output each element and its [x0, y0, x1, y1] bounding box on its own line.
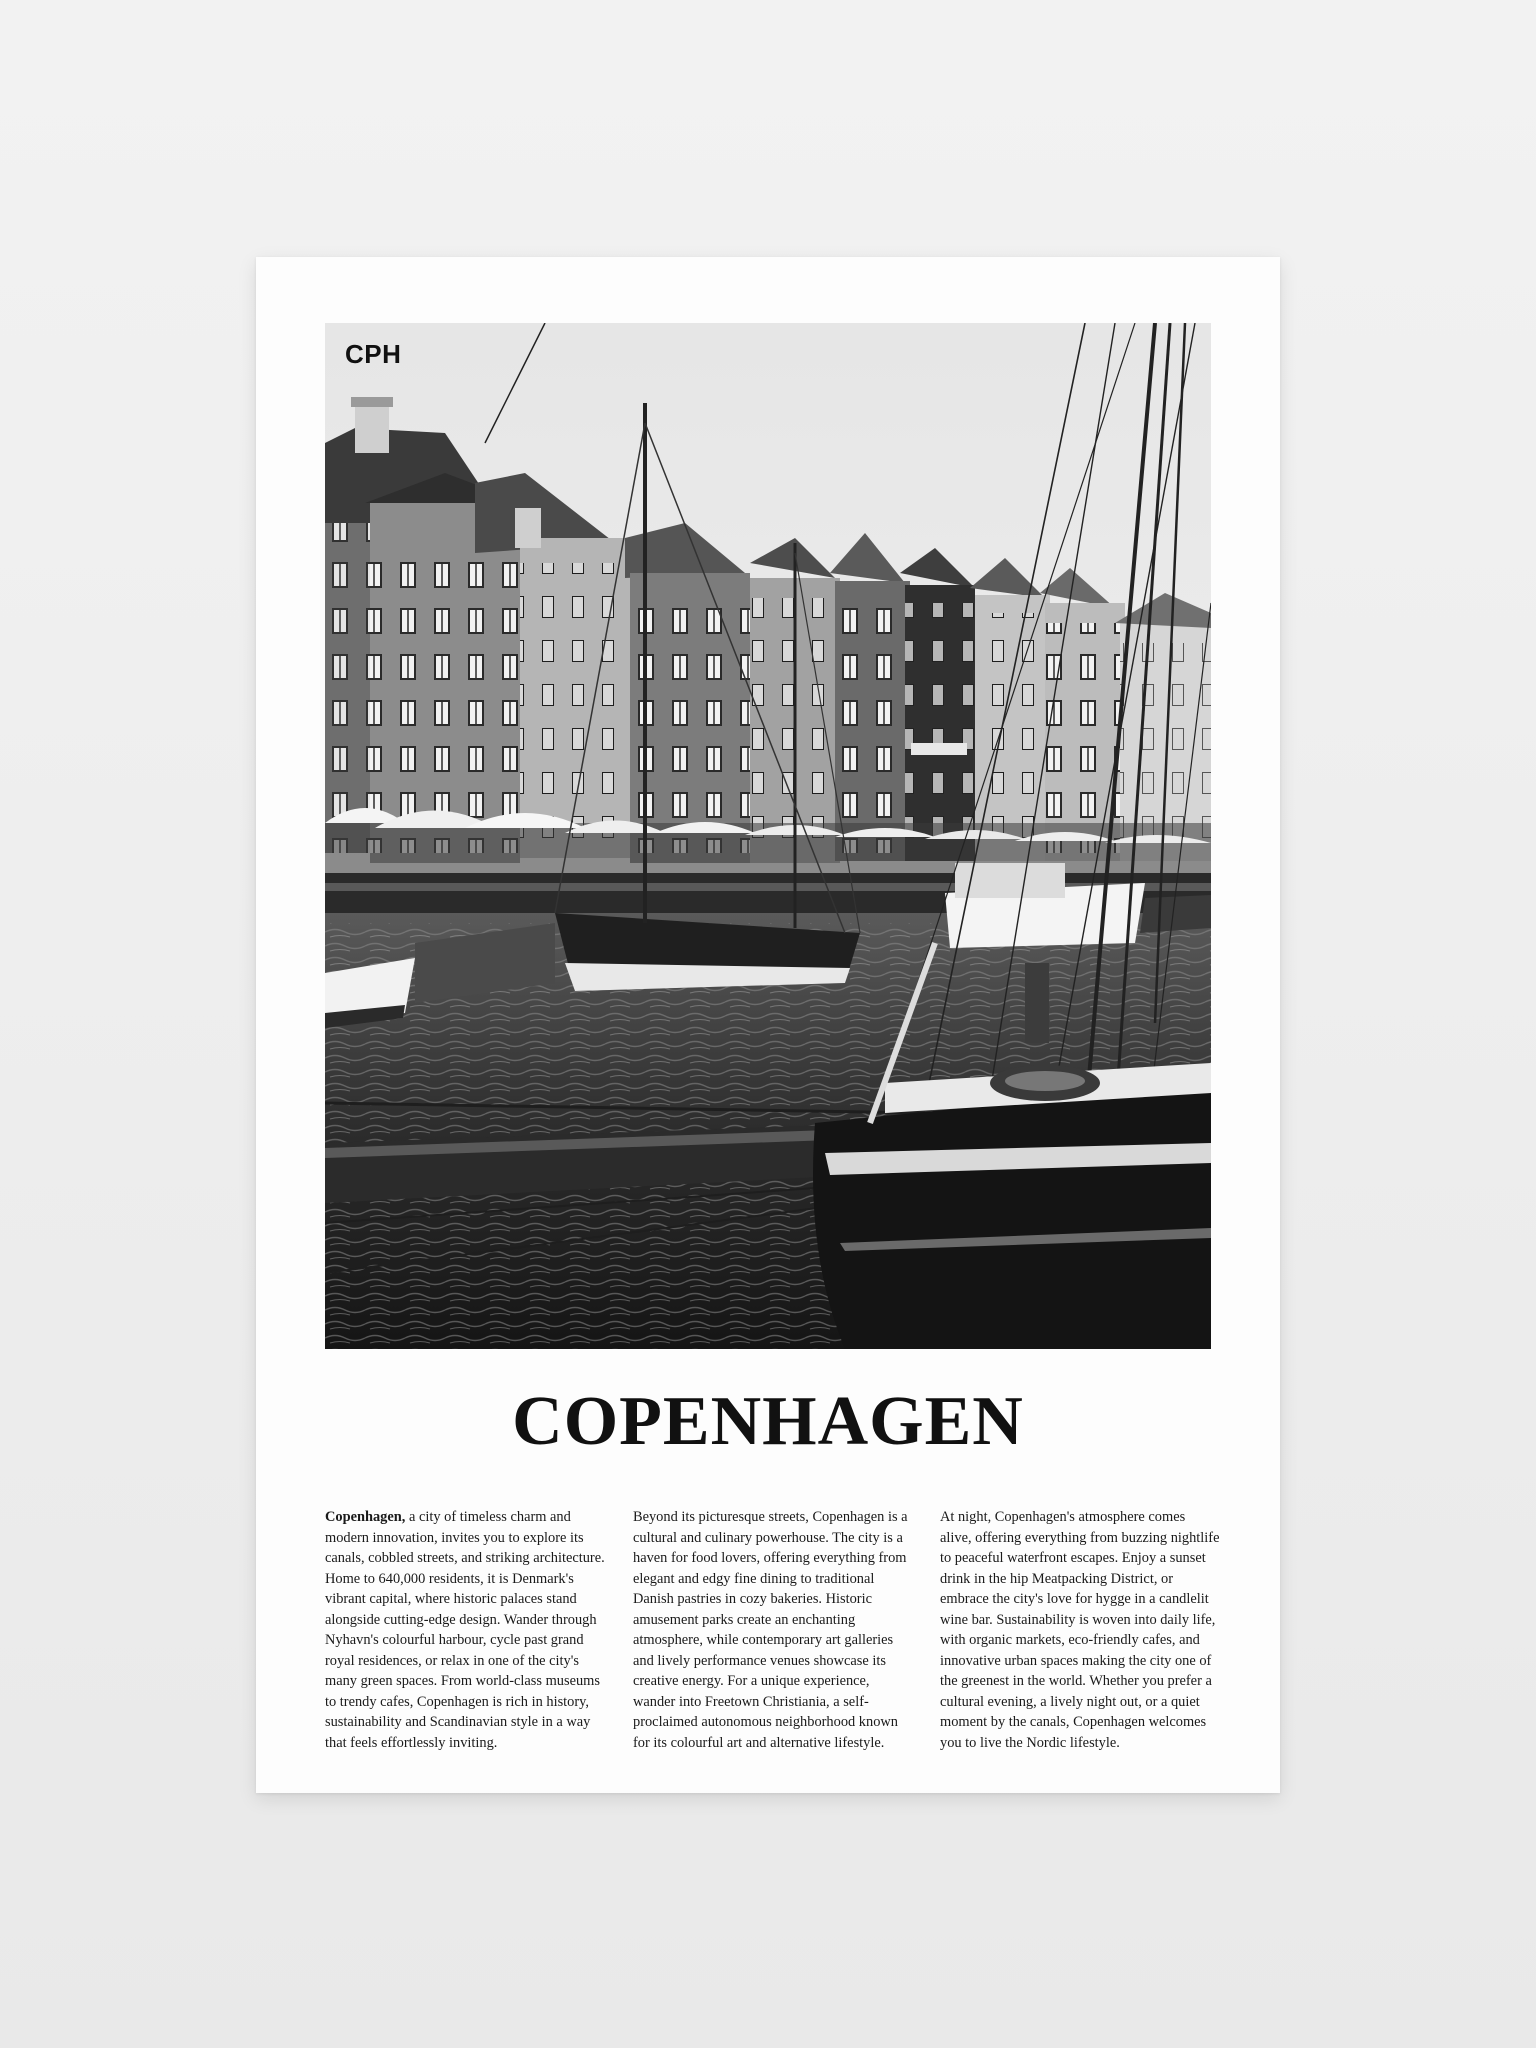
column-3-text: At night, Copenhagen's atmosphere comes alive, offering everything from buzzing nightlife to peaceful waterfront escapes. Enjoy a sunset drink in the hip Meatpacking District, or embrace the city's love for hygge in a candlelit wine bar. Sustainability is woven into daily life, with organic markets, eco-friendly cafes, and innovative urban spaces making the city one of the greenest in the world. Whether you prefer a cultural evening, a lively night out, or a quiet moment by the canals, Copenhagen welcomes you to live the Nordic lifestyle.: [940, 1509, 1220, 1751]
harbour-photo: [325, 323, 1211, 1349]
text-column-2: [633, 1507, 913, 1753]
text-column-3: [940, 1507, 1220, 1753]
harbour-photo-illustration: [325, 323, 1211, 1349]
poster-title: COPENHAGEN: [512, 1383, 1024, 1460]
column-1-text: a city of timeless charm and modern innovation, invites you to explore its canals, cobbled streets, and striking architecture. Home to 640,000 residents, it is Denmark's vibrant capital, where historic palaces stand alongside cutting-edge design. Wander through Nyhavn's colourful harbour, cycle past grand royal residences, or relax in one of the city's many green spaces. From world-class museums to trendy cafes, Copenhagen is rich in history, sustainability and Scandinavian style in a way that feels effortlessly inviting.: [325, 1509, 605, 1751]
cph-badge: CPH: [345, 339, 402, 369]
column-1-lead: Copenhagen,: [325, 1509, 406, 1525]
poster: [256, 257, 1280, 1793]
text-column-1: [325, 1507, 605, 1753]
column-2-text: Beyond its picturesque streets, Copenhagen is a cultural and culinary powerhouse. The city is a haven for food lovers, offering everything from elegant and edgy fine dining to traditional Danish pastries in cozy bakeries. Historic amusement parks create an enchanting atmosphere, while contemporary art galleries and lively performance venues showcase its creative energy. For a unique experience, wander into Freetown Christiania, a self-proclaimed autonomous neighborhood known for its colourful art and alternative lifestyle.: [633, 1509, 908, 1751]
